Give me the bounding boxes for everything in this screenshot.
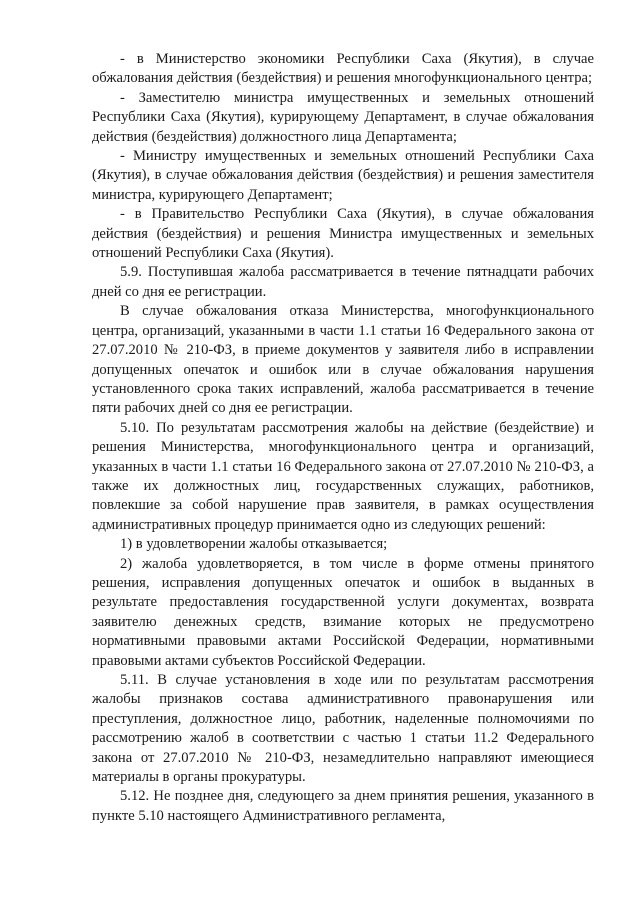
paragraph-complaint-minister: - Министру имущественных и земельных отношений Республики Саха (Якутия), в случае обжалования действия (бездействия) и решения заместителя министра, курирующего Департамент; [92,148,594,203]
paragraph-complaint-government: - в Правительство Республики Саха (Якутия), в случае обжалования действия (бездействия) и решения Министра имущественных и земельных отношений Республики Саха (Якутия). [92,206,594,262]
paragraph-5-10-item-2: 2) жалоба удовлетворяется, в том числе в форме отмены принятого решения, исправления допущенных опечаток и ошибок в выданных в результате предоставления государственной услуги документах, возврата заявителю денежных средств, взимание которых не предусмотрено нормативными правовыми актами Российской Федерации, нормативными правовыми актами субъектов Российской Федерации. [92,555,594,669]
paragraph-5-10-item-1: 1) в удовлетворении жалобы отказывается; [120,536,388,553]
paragraph-complaint-deputy-minister: - Заместителю министра имущественных и земельных отношений Республики Саха (Якутия), курирующему Департамент, в случае обжалования действия (бездействия) должностного лица Департамента; [92,89,594,145]
paragraph-5-10: 5.10. По результатам рассмотрения жалобы на действие (бездействие) и решения Министерства, многофункционального центра и организаций, указанных в части 1.1 статьи 16 Федерального закона от 27.07.2010 № 210-ФЗ, а также их должностных лиц, государственных служащих, работников, повлекшие за собой нарушение прав заявителя, в рамках осуществления административных процедур принимается одно из следующих решений: [92,419,594,533]
document-body [92,50,594,826]
paragraph-complaint-ministry-economy: - в Министерство экономики Республики Саха (Якутия), в случае обжалования действия (бездействия) и решения многофункционального центра; [92,51,594,87]
paragraph-5-11: 5.11. В случае установления в ходе или по результатам рассмотрения жалобы признаков состава административного правонарушения или преступления, должностное лицо, работник, наделенные полномочиями по рассмотрению жалоб в соответствии с частью 1 статьи 11.2 Федерального закона от 27.07.2010 № 210-ФЗ, незамедлительно направляют имеющиеся материалы в органы прокуратуры. [92,672,594,786]
paragraph-5-9-refusal: В случае обжалования отказа Министерства, многофункционального центра, организаций, указанными в части 1.1 статьи 16 Федерального закона от 27.07.2010 № 210-ФЗ, в приеме документов у заявителя либо в исправлении допущенных опечаток и ошибок или в случае обжалования нарушения установленного срока таких исправлений, жалоба рассматривается в течение пяти рабочих дней со дня ее регистрации. [92,303,594,417]
paragraph-5-9: 5.9. Поступившая жалоба рассматривается в течение пятнадцати рабочих дней со дня ее регистрации. [92,264,594,300]
paragraph-5-12: 5.12. Не позднее дня, следующего за днем принятия решения, указанного в пункте 5.10 настоящего Административного регламента, [92,788,594,824]
